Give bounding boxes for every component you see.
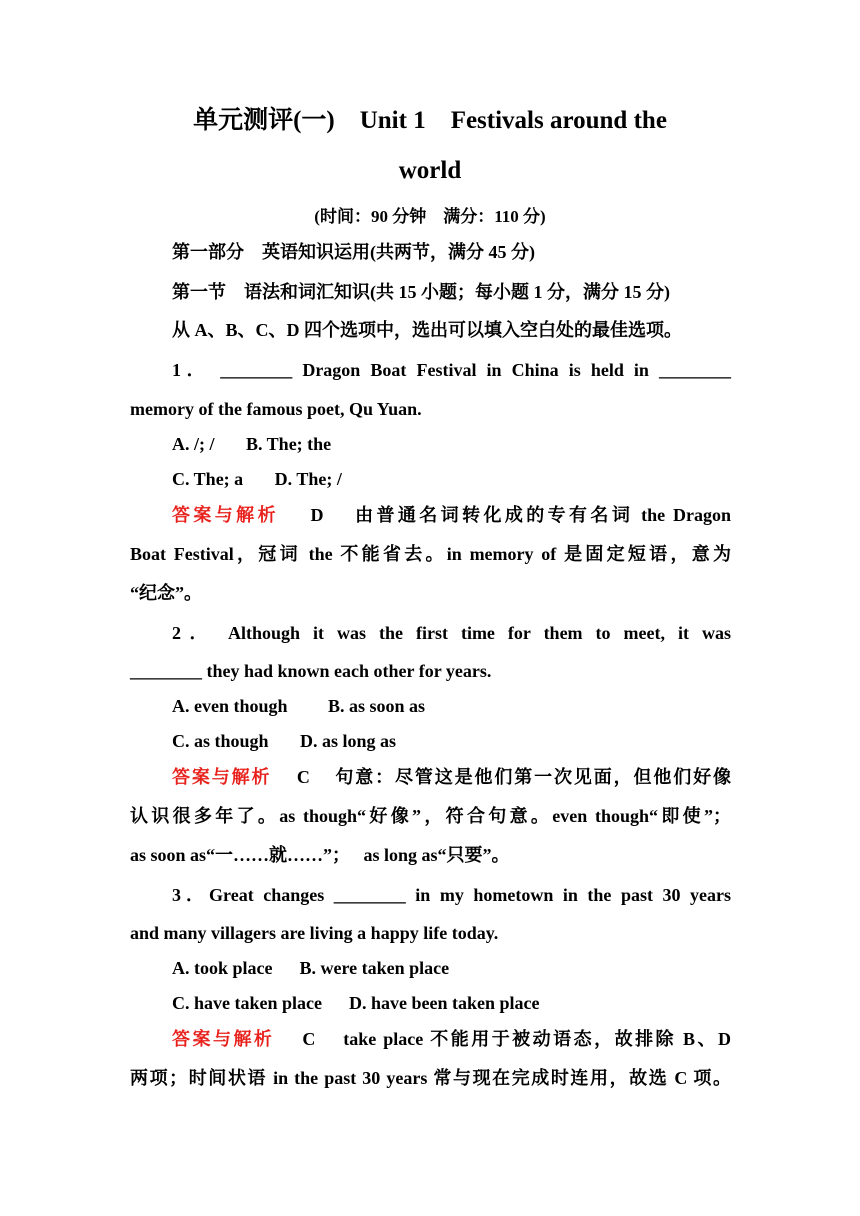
question-3-explanation-line2: 两项；时间状语 in the past 30 years 常与现在完成时连用，故选 C 项。 <box>130 1068 731 1088</box>
doc-subtitle: (时间：90 分钟 满分：110 分) <box>314 207 546 226</box>
instruction: 从 A、B、C、D 四个选项中，选出可以填入空白处的最佳选项。 <box>172 320 683 340</box>
question-2-options-ab: A. even though B. as soon as <box>172 696 426 716</box>
doc-title-line2: world <box>398 157 462 184</box>
question-2-explanation-text: C 句意：尽管这是他们第一次见面，但他们好像 <box>271 767 731 787</box>
question-1-explanation-text: D 由普通名词转化成的专有名词 the Dragon <box>278 505 731 525</box>
answer-label: 答案与解析 <box>172 505 279 525</box>
question-3-stem-line1: 3．Great changes ________ in my hometown in the past 30 years <box>172 885 731 905</box>
question-2-explanation-line1 <box>172 765 731 789</box>
part-heading: 第一部分 英语知识运用(共两节，满分 45 分) <box>172 242 535 262</box>
question-3-options-ab: A. took place B. were taken place <box>172 958 450 978</box>
question-1-options-cd: C. The; a D. The; / <box>172 469 342 489</box>
question-1-explanation-line2: Boat Festival，冠词 the 不能省去。in memory of 是固定短语，意为 <box>130 544 731 564</box>
question-2-explanation-line3: as soon as“一……就……”； as long as“只要”。 <box>130 845 510 865</box>
section-heading: 第一节 语法和词汇知识(共 15 小题；每小题 1 分，满分 15 分) <box>172 282 670 302</box>
question-2-options-cd: C. as though D. as long as <box>172 731 397 751</box>
question-2-stem-line1: 2． Although it was the first time for them to meet, it was <box>172 623 731 643</box>
doc-title-line1: 单元测评(一) Unit 1 Festivals around the <box>193 107 667 134</box>
answer-label: 答案与解析 <box>172 1029 275 1049</box>
question-3-options-cd: C. have taken place D. have been taken place <box>172 993 540 1013</box>
question-1-stem-line1: 1． ________ Dragon Boat Festival in China is held in ________ <box>172 360 731 380</box>
question-1-explanation-line3: “纪念”。 <box>130 583 202 603</box>
question-1-stem-line2: memory of the famous poet, Qu Yuan. <box>130 399 422 419</box>
question-2-explanation-line2: 认识很多年了。as though“好像”，符合句意。even though“即使”； <box>130 806 731 826</box>
question-1-options-ab: A. /; / B. The; the <box>172 434 332 454</box>
question-3-explanation-line1 <box>172 1027 731 1051</box>
question-1-explanation-line1 <box>172 503 731 527</box>
question-3-stem-line2: and many villagers are living a happy life today. <box>130 923 499 943</box>
question-3-explanation-text: C take place 不能用于被动语态，故排除 B、D <box>274 1029 731 1049</box>
question-2-stem-line2: ________ they had known each other for years. <box>130 661 492 681</box>
answer-label: 答案与解析 <box>172 767 272 787</box>
